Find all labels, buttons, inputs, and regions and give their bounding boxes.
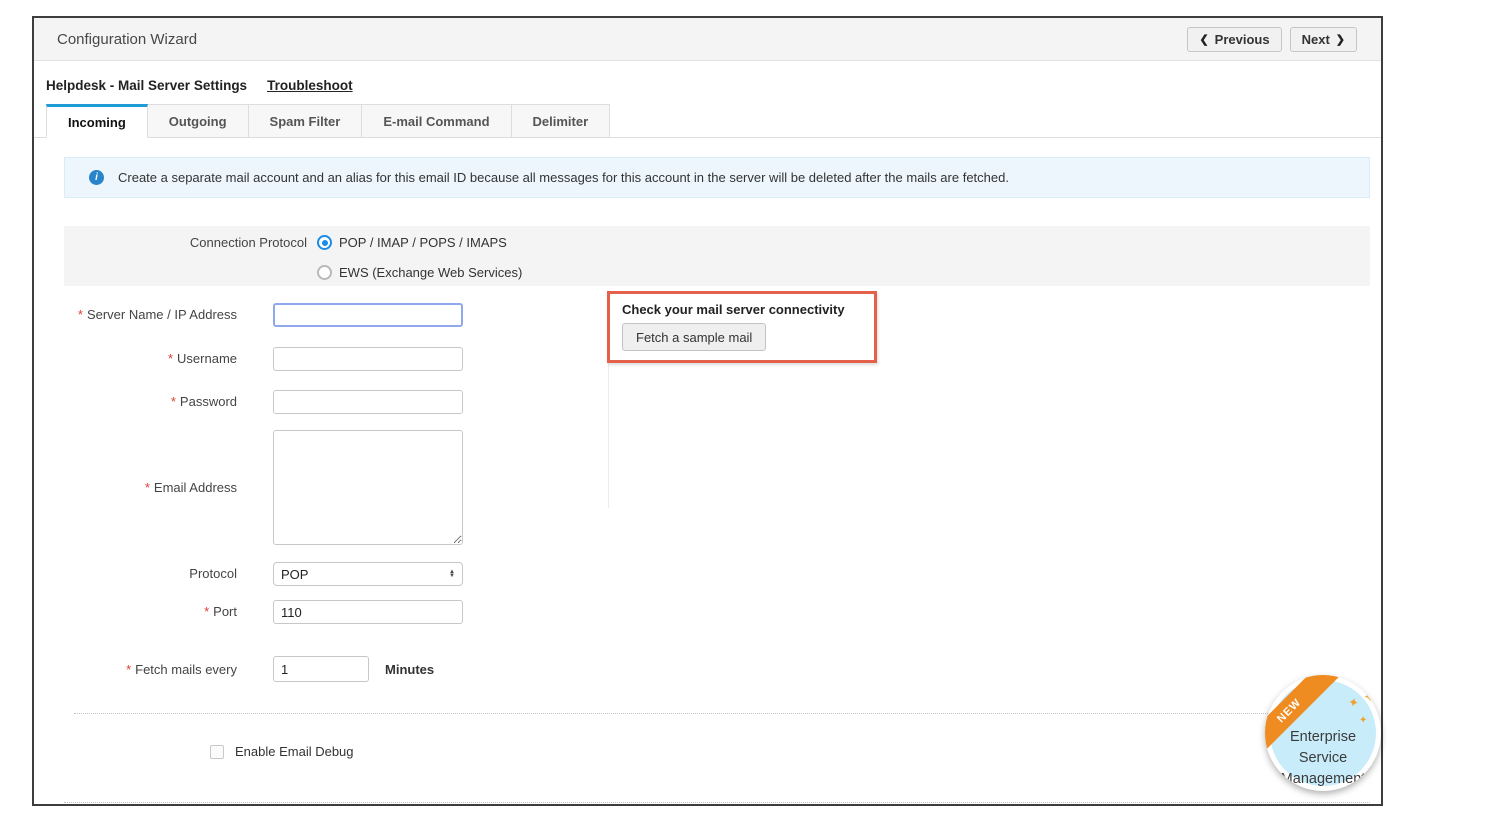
server-name-input[interactable] — [273, 303, 463, 327]
tab-outgoing[interactable]: Outgoing — [148, 104, 249, 138]
esm-badge — [1265, 675, 1381, 791]
esm-badge-text: Enterprise Service Management — [1280, 729, 1366, 787]
password-input[interactable] — [273, 390, 463, 414]
port-input[interactable] — [273, 600, 463, 624]
password-label: * Password — [170, 394, 237, 409]
section-title: Helpdesk - Mail Server Settings — [46, 78, 248, 93]
username-label: * Username — [167, 351, 237, 366]
email-address-textarea[interactable] — [273, 430, 463, 545]
tab-delimiter[interactable]: Delimiter — [512, 104, 611, 138]
star-icon: ✦ — [1361, 688, 1378, 707]
info-banner — [64, 157, 1370, 198]
radio-pop-imap[interactable] — [317, 235, 507, 250]
username-input[interactable] — [273, 347, 463, 371]
tab-email-command[interactable]: E-mail Command — [362, 104, 511, 138]
info-banner-text: Create a separate mail account and an alias for this email ID because all messages for this account in the server will be deleted after the mails are fetched. — [118, 170, 1009, 185]
protocol-select[interactable] — [273, 562, 463, 586]
select-stepper-icon: ▲ ▼ — [449, 568, 455, 579]
tab-bar — [34, 104, 1381, 138]
connectivity-title: Check your mail server connectivity — [622, 302, 845, 317]
email-address-label: * Email Address — [144, 480, 237, 495]
connection-protocol-label: Connection Protocol — [189, 235, 307, 250]
radio-ews-label: EWS (Exchange Web Services) — [339, 265, 523, 280]
protocol-select-value: POP — [281, 566, 309, 582]
wizard-header — [34, 18, 1381, 61]
star-icon: ✦ — [1359, 715, 1368, 726]
fetch-interval-label: * Fetch mails every — [126, 662, 237, 677]
checkbox-unchecked-icon — [210, 745, 224, 759]
new-ribbon: NEW — [1265, 675, 1340, 761]
chevron-left-icon: ❮ — [1199, 33, 1209, 46]
page-title: Configuration Wizard — [57, 30, 198, 48]
connection-protocol-section — [64, 226, 1370, 286]
radio-unselected-icon — [317, 265, 332, 280]
info-icon: i — [89, 170, 104, 185]
section-subheader — [46, 78, 353, 93]
next-button-label: Next — [1301, 31, 1330, 47]
radio-ews[interactable] — [317, 265, 522, 280]
previous-button-label: Previous — [1214, 31, 1270, 47]
radio-selected-icon — [317, 235, 332, 250]
wizard-nav-buttons — [1187, 27, 1357, 52]
enable-email-debug-label: Enable Email Debug — [235, 744, 354, 759]
protocol-label: Protocol — [189, 566, 237, 581]
section-divider — [74, 713, 1370, 714]
fetch-interval-input[interactable] — [273, 656, 369, 682]
port-label: * Port — [204, 604, 237, 619]
tab-spam-filter[interactable]: Spam Filter — [249, 104, 363, 138]
tab-incoming[interactable]: Incoming — [46, 104, 148, 138]
previous-button[interactable] — [1187, 27, 1281, 52]
bottom-divider — [64, 802, 1370, 803]
fetch-interval-unit: Minutes — [385, 662, 435, 677]
next-button[interactable] — [1290, 27, 1357, 52]
fetch-sample-mail-button[interactable]: Fetch a sample mail — [622, 323, 766, 351]
troubleshoot-link[interactable]: Troubleshoot — [267, 78, 353, 93]
configuration-wizard-panel — [32, 16, 1383, 806]
chevron-right-icon: ❯ — [1335, 33, 1345, 46]
connectivity-highlight-box — [607, 291, 877, 363]
enable-email-debug-row[interactable] — [210, 744, 354, 759]
star-icon: ✦ — [1346, 694, 1361, 711]
server-name-label: * Server Name / IP Address — [77, 307, 237, 322]
radio-pop-imap-label: POP / IMAP / POPS / IMAPS — [339, 235, 507, 250]
